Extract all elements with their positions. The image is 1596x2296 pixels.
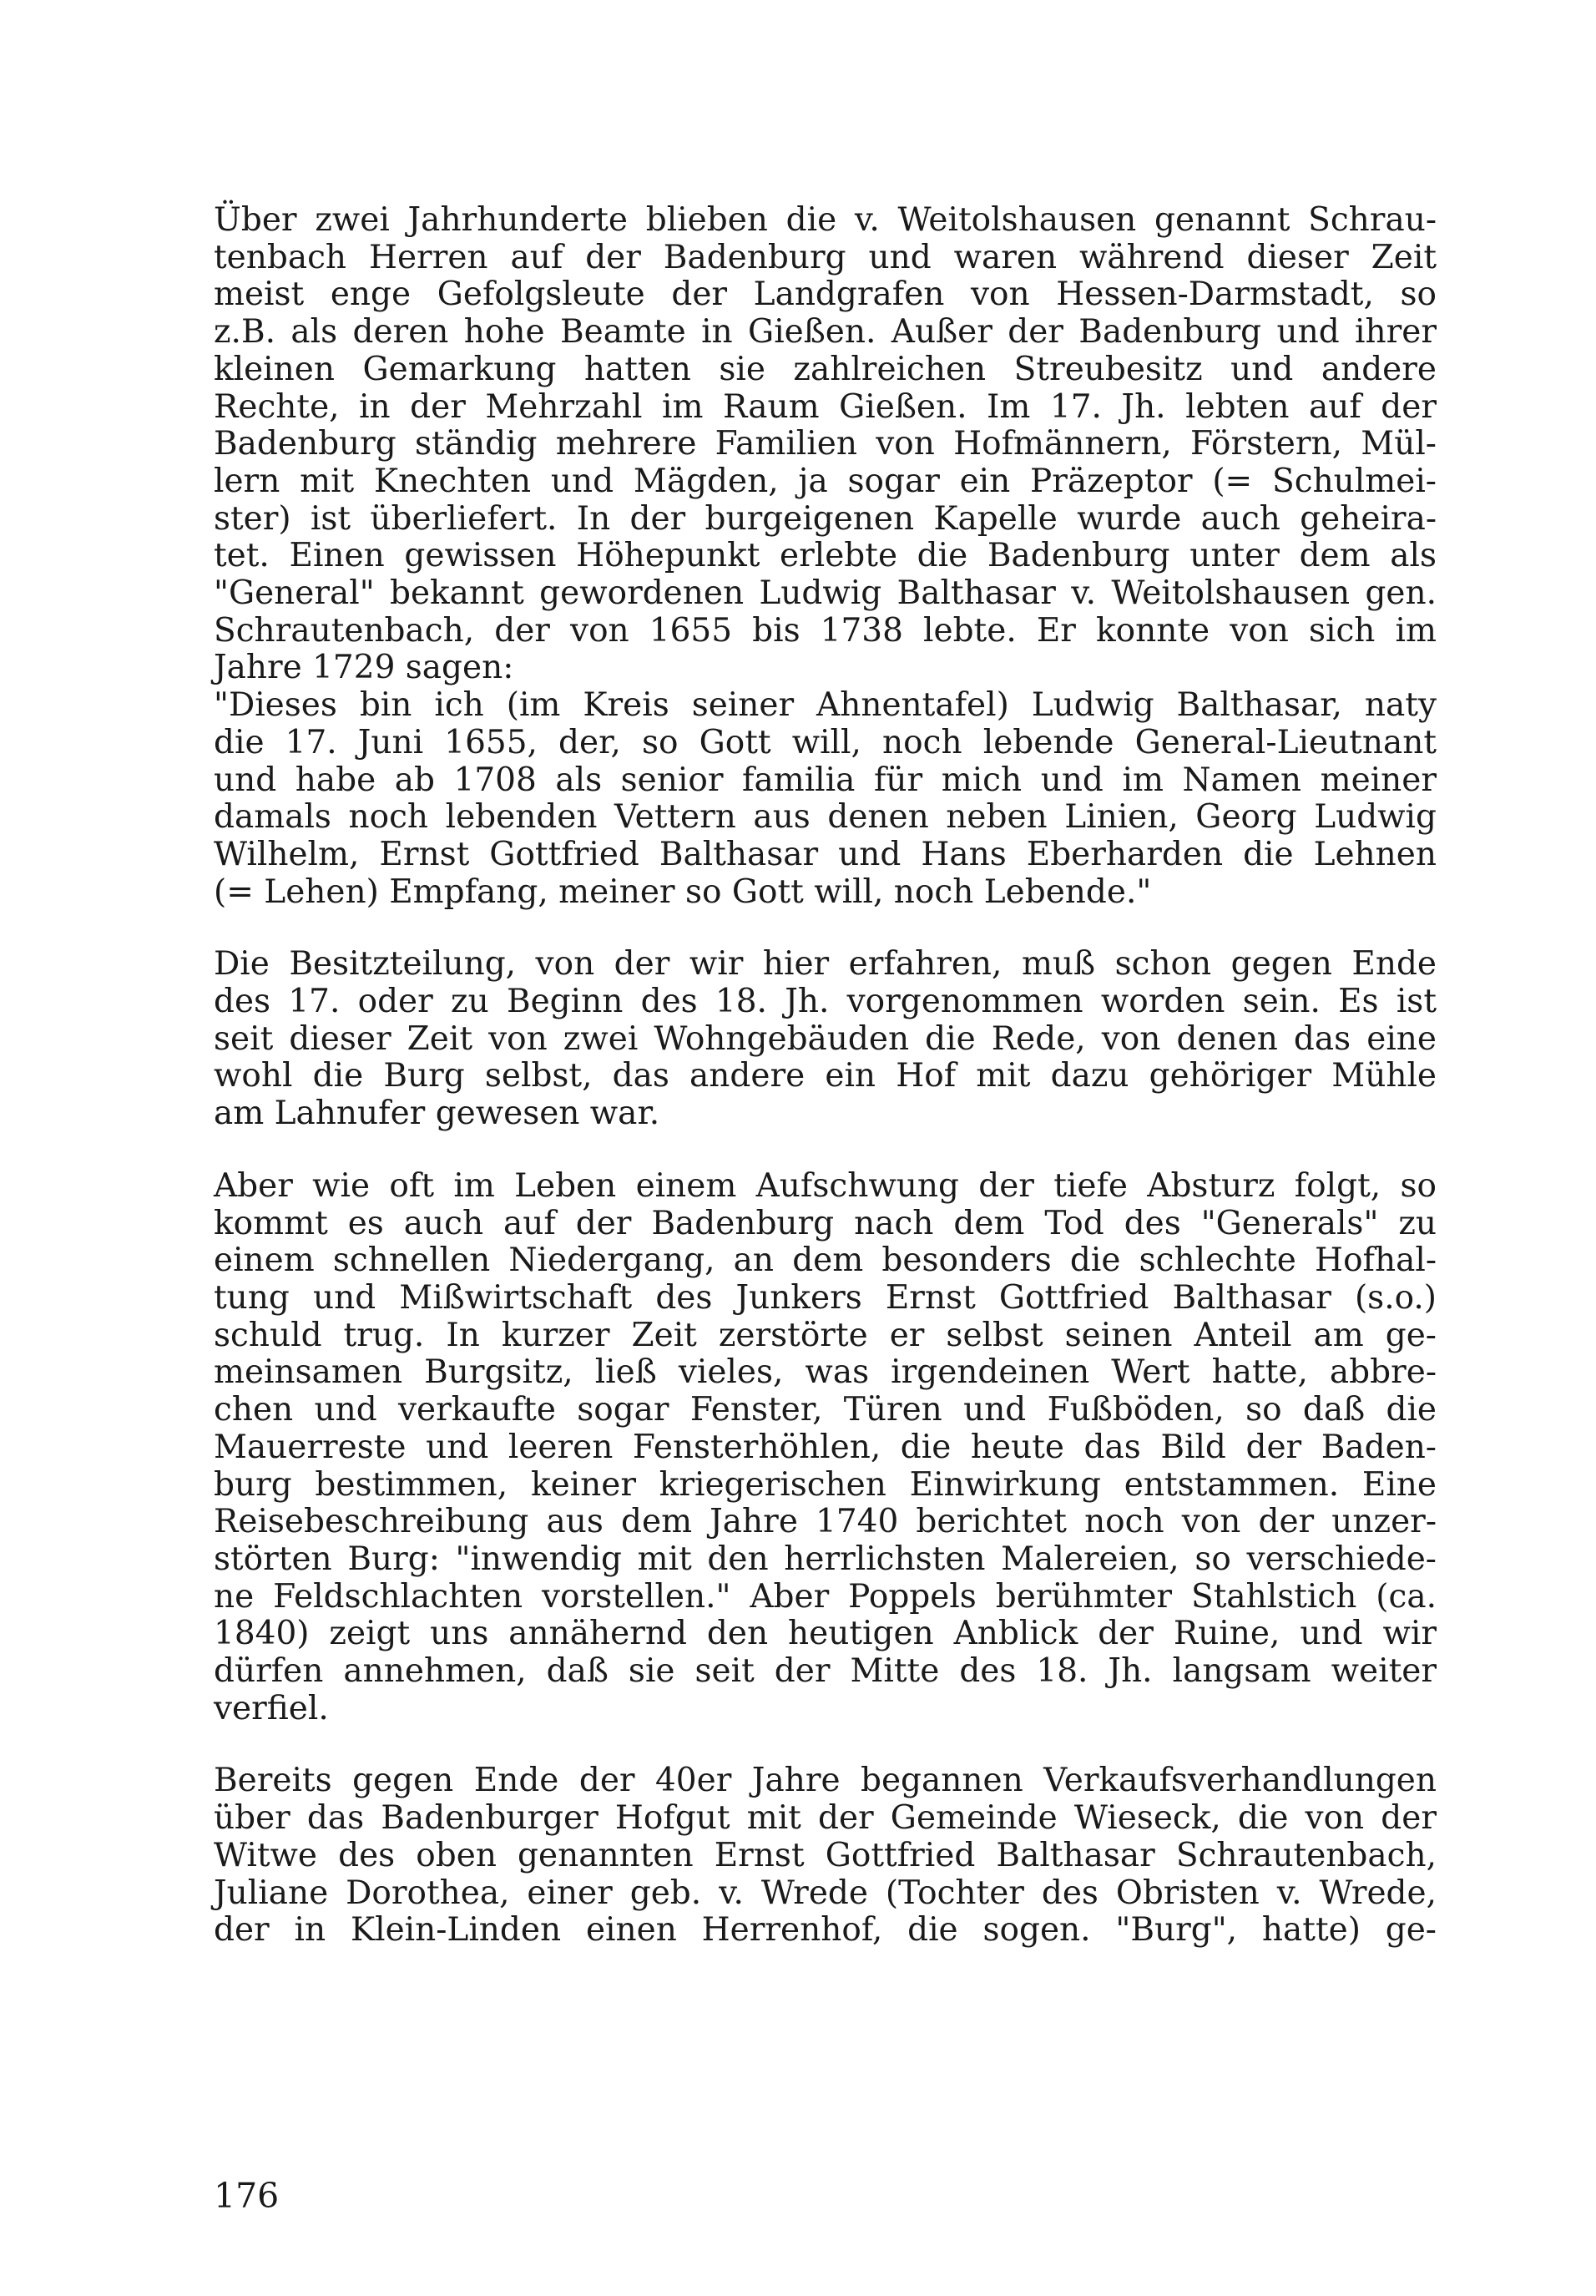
text-line: Die Besitzteilung, von der wir hier erfahren, muß schon gegen Ende: [214, 945, 1437, 984]
text-line: der in Klein-Linden einen Herrenhof, die sogen. "Burg", hatte) ge-: [214, 1911, 1437, 1950]
text-line: Wilhelm, Ernst Gottfried Balthasar und Hans Eberharden die Lehnen: [214, 835, 1437, 873]
text-line: ster) ist überliefert. In der burgeigenen Kapelle wurde auch geheira-: [214, 499, 1437, 538]
text-line: chen und verkaufte sogar Fenster, Türen und Fußböden, so daß die: [214, 1391, 1437, 1429]
page-number: 176: [214, 2176, 280, 2216]
text-line: Bereits gegen Ende der 40er Jahre begannen Verkaufsverhandlungen: [214, 1762, 1437, 1800]
text-line: 1840) zeigt uns annähernd den heutigen Anblick der Ruine, und wir: [214, 1615, 1437, 1653]
text-line: z.B. als deren hohe Beamte in Gießen. Außer der Badenburg und ihrer: [214, 313, 1437, 351]
text-line: Aber wie oft im Leben einem Aufschwung der tiefe Absturz folgt, so: [214, 1166, 1437, 1205]
text-line: über das Badenburger Hofgut mit der Gemeinde Wieseck, die von der: [214, 1799, 1437, 1838]
text-line: Reisebeschreibung aus dem Jahre 1740 berichtet noch von der unzer-: [214, 1503, 1437, 1541]
text-line: Rechte, in der Mehrzahl im Raum Gießen. Im 17. Jh. lebten auf der: [214, 387, 1437, 426]
text-line: lern mit Knechten und Mägden, ja sogar ein Präzeptor (= Schulmei-: [214, 462, 1437, 500]
text-line: verfiel.: [214, 1689, 329, 1727]
text-line: Schrautenbach, der von 1655 bis 1738 lebte. Er konnte von sich im: [214, 611, 1437, 650]
text-line: die 17. Juni 1655, der, so Gott will, noch lebende General-Lieutnant: [214, 723, 1437, 761]
text-line: einem schnellen Niedergang, an dem besonders die schlechte Hofhal-: [214, 1242, 1437, 1280]
text-line: seit dieser Zeit von zwei Wohngebäuden die Rede, von denen das eine: [214, 1019, 1437, 1058]
text-line: Über zwei Jahrhunderte blieben die v. Weitolshausen genannt Schrau-: [214, 201, 1437, 239]
text-line: (= Lehen) Empfang, meiner so Gott will, noch Lebende.": [214, 872, 1152, 911]
text-line: Badenburg ständig mehrere Familien von Hofmännern, Förstern, Mül-: [214, 425, 1437, 463]
text-line: tenbach Herren auf der Badenburg und waren während dieser Zeit: [214, 238, 1437, 276]
text-line: Witwe des oben genannten Ernst Gottfried Balthasar Schrautenbach,: [214, 1836, 1437, 1874]
text-line: kleinen Gemarkung hatten sie zahlreichen Streubesitz und andere: [214, 350, 1437, 388]
text-line: und habe ab 1708 als senior familia für mich und im Namen meiner: [214, 761, 1437, 799]
text-line: dürfen annehmen, daß sie seit der Mitte des 18. Jh. langsam weiter: [214, 1652, 1437, 1691]
text-line: tet. Einen gewissen Höhepunkt erlebte die Badenburg unter dem als: [214, 537, 1437, 575]
text-line: störten Burg: "inwendig mit den herrlichsten Malereien, so verschiede-: [214, 1540, 1437, 1578]
text-line: meist enge Gefolgsleute der Landgrafen von Hessen-Darmstadt, so: [214, 276, 1437, 314]
paragraph: [214, 1762, 1437, 1950]
text-line: Mauerreste und leeren Fensterhöhlen, die heute das Bild der Baden-: [214, 1428, 1437, 1466]
text-line: damals noch lebenden Vettern aus denen neben Linien, Georg Ludwig: [214, 798, 1437, 837]
text-line: des 17. oder zu Beginn des 18. Jh. vorgenommen worden sein. Es ist: [214, 983, 1437, 1021]
text-line: burg bestimmen, keiner kriegerischen Einwirkung entstammen. Eine: [214, 1465, 1437, 1504]
paragraph: [214, 946, 1437, 1133]
text-line: Juliane Dorothea, einer geb. v. Wrede (Tochter des Obristen v. Wrede,: [214, 1874, 1437, 1912]
text-line: schuld trug. In kurzer Zeit zerstörte er selbst seinen Anteil am ge-: [214, 1316, 1437, 1354]
text-line: wohl die Burg selbst, das andere ein Hof mit dazu gehöriger Mühle: [214, 1057, 1437, 1095]
paragraph: [214, 202, 1437, 911]
text-line: Jahre 1729 sagen:: [214, 649, 514, 687]
text-line: "Dieses bin ich (im Kreis seiner Ahnentafel) Ludwig Balthasar, naty: [214, 686, 1437, 725]
text-line: "General" bekannt gewordenen Ludwig Balthasar v. Weitolshausen gen.: [214, 574, 1437, 613]
text-line: ne Feldschlachten vorstellen." Aber Poppels berühmter Stahlstich (ca.: [214, 1577, 1437, 1616]
paragraph: [214, 1168, 1437, 1728]
text-line: kommt es auch auf der Badenburg nach dem Tod des "Generals" zu: [214, 1204, 1437, 1242]
text-line: meinsamen Burgsitz, ließ vieles, was irgendeinen Wert hatte, abbre-: [214, 1353, 1437, 1392]
text-line: am Lahnufer gewesen war.: [214, 1095, 660, 1133]
text-line: tung und Mißwirtschaft des Junkers Ernst Gottfried Balthasar (s.o.): [214, 1278, 1437, 1317]
body-text: [214, 202, 1437, 1985]
